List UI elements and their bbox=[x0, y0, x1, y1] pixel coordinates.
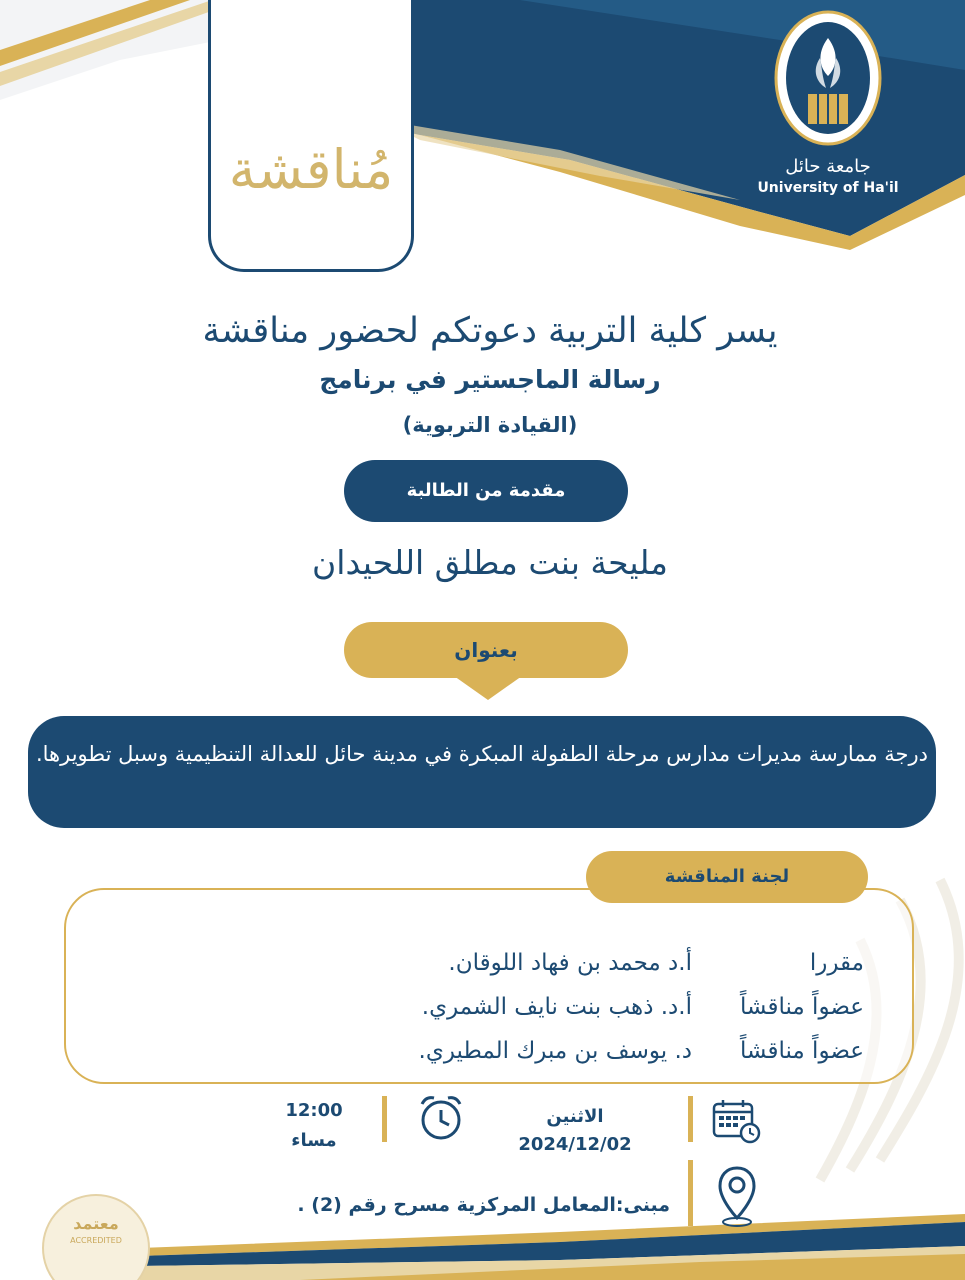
university-name-arabic: جامعة حائل bbox=[785, 156, 871, 177]
committee-role: عضواً مناقشاً bbox=[739, 1038, 864, 1064]
invitation-headline: يسر كلية التربية دعوتكم لحضور مناقشة bbox=[202, 311, 778, 351]
munaqasha-stamp bbox=[208, 0, 414, 272]
committee-member-name: د. يوسف بن مبرك المطيري. bbox=[418, 1038, 692, 1064]
event-time: 12:00 bbox=[285, 1100, 343, 1121]
committee-member-name: أ.د محمد بن فهاد اللوقان. bbox=[448, 950, 692, 976]
accreditation-arabic: معتمد bbox=[73, 1214, 119, 1233]
program-line: رسالة الماجستير في برنامج bbox=[319, 365, 661, 394]
committee-role: مقررا bbox=[809, 950, 864, 976]
university-name-english: University of Ha'il bbox=[757, 180, 899, 196]
location-pin-icon bbox=[716, 1164, 758, 1230]
thesis-title: درجة ممارسة مديرات مدارس مرحلة الطفولة المبكرة في مدينة حائل للعدالة التنظيمية وسبل تطويرها. bbox=[35, 742, 929, 766]
divider bbox=[688, 1160, 693, 1226]
event-time-period: مساء bbox=[291, 1130, 337, 1151]
title-arrow bbox=[454, 676, 522, 700]
divider bbox=[382, 1096, 387, 1142]
title-label-badge: بعنوان bbox=[344, 622, 628, 678]
accreditation-english: ACCREDITED bbox=[70, 1236, 122, 1245]
calendar-icon bbox=[712, 1098, 762, 1144]
presented-by-badge: مقدمة من الطالبة bbox=[344, 460, 628, 522]
event-day: الاثنين bbox=[546, 1106, 604, 1127]
committee-role: عضواً مناقشاً bbox=[739, 994, 864, 1020]
student-name: مليحة بنت مطلق اللحيدان bbox=[312, 543, 668, 582]
divider bbox=[688, 1096, 693, 1142]
stamp-calligraphy: مُناقشة bbox=[228, 138, 394, 201]
alarm-clock-icon bbox=[416, 1092, 466, 1142]
event-venue: مبنى:المعامل المركزية مسرح رقم (2) . bbox=[297, 1194, 670, 1216]
committee-label-badge: لجنة المناقشة bbox=[586, 851, 868, 903]
program-name: (القيادة التربوية) bbox=[402, 413, 578, 437]
committee-member-name: أ.د. ذهب بنت نايف الشمري. bbox=[421, 994, 692, 1020]
thesis-title-box bbox=[28, 716, 936, 828]
event-date: 2024/12/02 bbox=[518, 1134, 632, 1155]
